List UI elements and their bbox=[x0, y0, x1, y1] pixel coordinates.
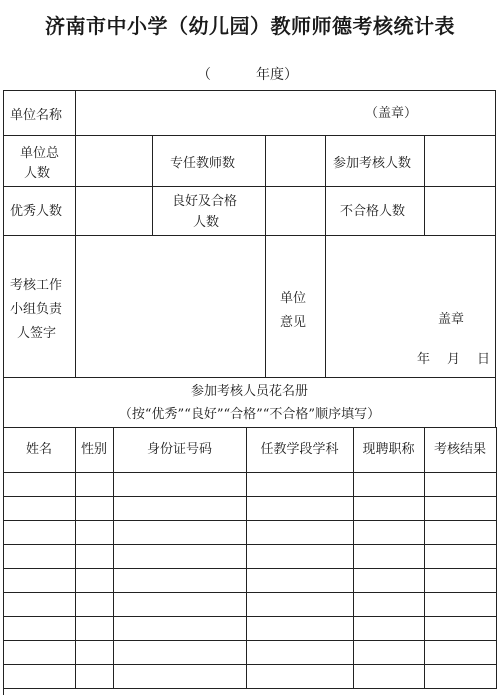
roster-row-cell-id-number[interactable] bbox=[113, 664, 247, 689]
date-year: 年 bbox=[417, 352, 431, 367]
roster-row-cell-id-number[interactable] bbox=[113, 520, 247, 545]
roster-header-title bbox=[353, 427, 425, 473]
roster-header-label-id-number: 身份证号码 bbox=[146, 442, 212, 457]
roster-row-cell-result[interactable] bbox=[424, 472, 497, 497]
fulltime-teachers-label: 专任教师数 bbox=[170, 156, 236, 171]
roster-row-cell-subject[interactable] bbox=[246, 472, 354, 497]
roster-row-cell-title[interactable] bbox=[353, 544, 425, 569]
roster-row-cell-gender[interactable] bbox=[75, 520, 114, 545]
opinion-label-2: 意见 bbox=[280, 315, 307, 330]
roster-row-cell-title[interactable] bbox=[353, 616, 425, 641]
leader-label-3: 人签字 bbox=[17, 326, 57, 341]
date-day: 日 bbox=[477, 352, 491, 367]
unit-total-value-cell[interactable] bbox=[75, 135, 153, 187]
roster-row-cell-name[interactable] bbox=[3, 616, 76, 641]
excellent-label: 优秀人数 bbox=[10, 204, 63, 219]
roster-row-cell-id-number[interactable] bbox=[113, 640, 247, 665]
roster-row-cell-gender[interactable] bbox=[75, 568, 114, 593]
stamp-label: （盖章） bbox=[365, 106, 418, 121]
fulltime-teachers-value-cell[interactable] bbox=[265, 135, 326, 187]
roster-row-cell-title[interactable] bbox=[353, 520, 425, 545]
roster-row-cell-title[interactable] bbox=[353, 640, 425, 665]
roster-row-cell-result[interactable] bbox=[424, 616, 497, 641]
roster-row-cell-subject[interactable] bbox=[246, 640, 354, 665]
good-pass-label-1: 良好及合格 bbox=[172, 194, 238, 209]
roster-row-cell-title[interactable] bbox=[353, 472, 425, 497]
roster-row-cell-id-number[interactable] bbox=[113, 592, 247, 617]
roster-row-cell-id-number[interactable] bbox=[113, 568, 247, 593]
unit-name-value-cell[interactable] bbox=[75, 90, 496, 136]
roster-header-id-number bbox=[113, 427, 247, 473]
roster-row-cell-subject[interactable] bbox=[246, 496, 354, 521]
roster-row-cell-subject[interactable] bbox=[246, 616, 354, 641]
roster-row-cell-title[interactable] bbox=[353, 568, 425, 593]
good-pass-label-2: 人数 bbox=[193, 215, 220, 230]
excellent-value-cell[interactable] bbox=[75, 186, 153, 236]
roster-header-name bbox=[3, 427, 76, 473]
roster-row-cell-gender[interactable] bbox=[75, 664, 114, 689]
roster-row-cell-result[interactable] bbox=[424, 544, 497, 569]
year-label: 年度） bbox=[256, 67, 298, 83]
roster-header-gender bbox=[75, 427, 114, 473]
roster-row-cell-name[interactable] bbox=[3, 592, 76, 617]
roster-row-cell-gender[interactable] bbox=[75, 544, 114, 569]
roster-row-cell-result[interactable] bbox=[424, 496, 497, 521]
roster-row-cell-id-number[interactable] bbox=[113, 496, 247, 521]
unit-name-label: 单位名称 bbox=[10, 108, 63, 123]
roster-row-cell-gender[interactable] bbox=[75, 616, 114, 641]
fail-value-cell[interactable] bbox=[424, 186, 496, 236]
form-title: 济南市中小学（幼儿园）教师师德考核统计表 bbox=[45, 14, 455, 38]
leader-label-1: 考核工作 bbox=[10, 278, 63, 293]
opinion-label-1: 单位 bbox=[280, 291, 307, 306]
roster-row-cell-name[interactable] bbox=[3, 472, 76, 497]
roster-header-subject bbox=[246, 427, 354, 473]
roster-row-cell-result[interactable] bbox=[424, 520, 497, 545]
roster-row-cell-name[interactable] bbox=[3, 496, 76, 521]
roster-row-cell-result[interactable] bbox=[424, 640, 497, 665]
participants-label: 参加考核人数 bbox=[333, 156, 412, 171]
year-open-paren: （ bbox=[197, 67, 211, 83]
roster-header-result bbox=[424, 427, 497, 473]
roster-row-cell-name[interactable] bbox=[3, 520, 76, 545]
fail-label: 不合格人数 bbox=[340, 204, 406, 219]
opinion-value-cell[interactable] bbox=[325, 235, 496, 378]
roster-row-cell-gender[interactable] bbox=[75, 472, 114, 497]
roster-row-cell-name[interactable] bbox=[3, 544, 76, 569]
roster-row-cell-id-number[interactable] bbox=[113, 616, 247, 641]
leader-signature-cell[interactable] bbox=[75, 235, 266, 378]
roster-row-cell-gender[interactable] bbox=[75, 640, 114, 665]
roster-row-cell-subject[interactable] bbox=[246, 544, 354, 569]
unit-total-label-2: 人数 bbox=[24, 166, 51, 181]
roster-row-cell-subject[interactable] bbox=[246, 568, 354, 593]
roster-row-cell-title[interactable] bbox=[353, 664, 425, 689]
seal-label: 盖章 bbox=[438, 312, 465, 327]
roster-title: 参加考核人员花名册 bbox=[190, 384, 308, 399]
roster-row-cell-subject[interactable] bbox=[246, 592, 354, 617]
roster-row-cell-gender[interactable] bbox=[75, 496, 114, 521]
roster-row-cell-name[interactable] bbox=[3, 664, 76, 689]
roster-row-cell-result[interactable] bbox=[424, 592, 497, 617]
good-pass-value-cell[interactable] bbox=[265, 186, 326, 236]
roster-row-cell-id-number[interactable] bbox=[113, 472, 247, 497]
roster-row-cell-result[interactable] bbox=[424, 664, 497, 689]
roster-note: （按“优秀”“良好”“合格”“不合格”顺序填写） bbox=[118, 407, 381, 422]
roster-row-cell-subject[interactable] bbox=[246, 520, 354, 545]
roster-row-cell-title[interactable] bbox=[353, 496, 425, 521]
roster-header-label-subject: 任教学段学科 bbox=[260, 442, 339, 457]
roster-header-label-title: 现聘职称 bbox=[362, 442, 415, 457]
roster-header-label-result: 考核结果 bbox=[433, 442, 486, 457]
roster-row-cell-gender[interactable] bbox=[75, 592, 114, 617]
date-month: 月 bbox=[447, 352, 461, 367]
unit-total-label-1: 单位总 bbox=[20, 146, 60, 161]
roster-row-cell-id-number[interactable] bbox=[113, 544, 247, 569]
roster-row-cell-name[interactable] bbox=[3, 568, 76, 593]
roster-row-cell-result[interactable] bbox=[424, 568, 497, 593]
roster-header-label-name: 姓名 bbox=[25, 442, 52, 457]
roster-row-cell-subject[interactable] bbox=[246, 664, 354, 689]
roster-header-label-gender: 性别 bbox=[80, 442, 107, 457]
participants-value-cell[interactable] bbox=[424, 135, 496, 187]
roster-row-cell-name[interactable] bbox=[3, 640, 76, 665]
roster-row-cell-title[interactable] bbox=[353, 592, 425, 617]
leader-label-2: 小组负责 bbox=[10, 302, 63, 317]
